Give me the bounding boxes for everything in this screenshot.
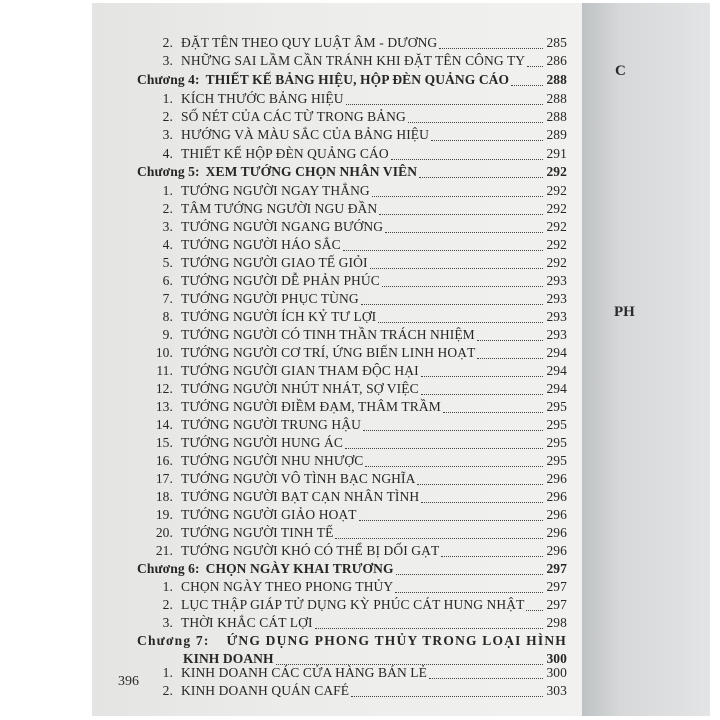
toc-entry-page: 293 (546, 291, 567, 306)
toc-entry (137, 399, 567, 417)
toc-entry-number: 2. (162, 597, 173, 612)
toc-entry-number: 1. (162, 665, 173, 680)
toc-entry-title: TƯỚNG NGƯỜI NGAY THẲNG (181, 183, 370, 198)
toc-entry-number: 12. (155, 381, 173, 396)
dot-leader (396, 574, 543, 575)
toc-entry-title: LỤC THẬP GIÁP TỬ DỤNG KỲ PHÚC CÁT HUNG NHẬT (181, 597, 525, 612)
toc-entry-page: 296 (546, 489, 567, 504)
toc-entry (137, 597, 567, 615)
toc-entry-number: 16. (155, 453, 173, 468)
toc-entry-title: NHỮNG SAI LẦM CẦN TRÁNH KHI ĐẶT TÊN CÔNG TY (181, 53, 526, 68)
toc-entry-page: 286 (546, 53, 567, 68)
toc-entry-number: 13. (155, 399, 173, 414)
toc-entry-page: 291 (546, 146, 567, 161)
dot-leader (391, 159, 543, 160)
dot-leader (431, 140, 543, 141)
dot-leader (477, 340, 543, 341)
toc-entry-title: ỨNG DỤNG PHONG THỦY TRONG LOẠI HÌNH (226, 633, 567, 648)
toc-entry-title: TƯỚNG NGƯỜI TINH TẾ (181, 525, 334, 540)
toc-entry-page: 300 (546, 651, 567, 666)
toc-entry-title: KINH DOANH QUÁN CAFÉ (181, 683, 350, 698)
toc-entry-number: 18. (155, 489, 173, 504)
dot-leader (527, 66, 543, 67)
toc-entry-title: KINH DOANH (183, 651, 274, 666)
toc-entry-title: TƯỚNG NGƯỜI PHỤC TÙNG (181, 291, 359, 306)
toc-entry-page: 289 (546, 127, 567, 142)
toc-entry (137, 683, 567, 701)
toc-entry-page: 296 (546, 525, 567, 540)
toc-entry-page: 292 (546, 164, 567, 179)
dot-leader (382, 286, 543, 287)
toc-entry (137, 471, 567, 489)
toc-entry-title: TƯỚNG NGƯỜI CƠ TRÍ, ỨNG BIẾN LINH HOẠT (181, 345, 476, 360)
toc-entry-number: 19. (155, 507, 173, 522)
toc-chapter-label: Chương 7: (137, 633, 210, 648)
toc-entry-page: 295 (546, 399, 567, 414)
toc-entry (137, 417, 567, 435)
dot-leader (335, 538, 543, 539)
toc-entry (137, 453, 567, 471)
toc-entry-title: TƯỚNG NGƯỜI VÔ TÌNH BẠC NGHĨA (181, 471, 416, 486)
toc-entry-title: TƯỚNG NGƯỜI HUNG ÁC (181, 435, 343, 450)
toc-entry-number: 2. (162, 201, 173, 216)
dot-leader (395, 592, 543, 593)
toc-entry (137, 363, 567, 381)
toc-entry-page: 294 (546, 381, 567, 396)
toc-entry (137, 146, 567, 164)
toc-entry-page: 295 (546, 453, 567, 468)
toc-entry-page: 288 (546, 72, 567, 87)
dot-leader (429, 678, 543, 679)
toc-entry-number: 5. (162, 255, 173, 270)
toc-entry-title: KINH DOANH CÁC CỬA HÀNG BÁN LẺ (181, 665, 427, 680)
toc-entry-number: 3. (162, 127, 173, 142)
toc-entry (137, 255, 567, 273)
toc-entry (137, 273, 567, 291)
toc-entry-title: TƯỚNG NGƯỜI HÁO SẮC (181, 237, 341, 252)
book-photo (92, 3, 710, 716)
dot-leader (421, 376, 543, 377)
dot-leader (511, 85, 543, 86)
toc-entry-number: 2. (162, 35, 173, 50)
toc-entry-page: 297 (546, 561, 567, 576)
dot-leader (443, 412, 543, 413)
toc-entry-page: 303 (546, 683, 567, 698)
toc-chapter-label: Chương 4: (137, 72, 200, 87)
dot-leader (421, 502, 543, 503)
dot-leader (372, 196, 543, 197)
toc-entry (137, 91, 567, 109)
toc-entry-number: 14. (155, 417, 173, 432)
toc-entry-title: XEM TƯỚNG CHỌN NHÂN VIÊN (205, 164, 418, 179)
dot-leader (370, 268, 543, 269)
toc-entry (137, 35, 567, 53)
toc-entry (137, 237, 567, 255)
toc-entry-number: 7. (162, 291, 173, 306)
toc-entry-number: 11. (156, 363, 173, 378)
toc-chapter-entry (137, 561, 567, 579)
toc-entry (137, 109, 567, 127)
toc-entry-title: ĐẶT TÊN THEO QUY LUẬT ÂM - DƯƠNG (181, 35, 438, 50)
toc-entry-page: 292 (546, 183, 567, 198)
dot-leader (363, 430, 543, 431)
dot-leader (359, 520, 543, 521)
toc-entry-number: 21. (155, 543, 173, 558)
toc-entry-page: 288 (546, 109, 567, 124)
toc-entry-title: TƯỚNG NGƯỜI GIẢO HOẠT (181, 507, 357, 522)
dot-leader (477, 358, 543, 359)
toc-entry (137, 543, 567, 561)
toc-entry-number: 17. (155, 471, 173, 486)
toc-entry-page: 296 (546, 471, 567, 486)
toc-entry-number: 3. (162, 219, 173, 234)
toc-entry (137, 345, 567, 363)
toc-entry (137, 381, 567, 399)
toc-entry (137, 309, 567, 327)
dot-leader (408, 122, 543, 123)
dot-leader (385, 232, 543, 233)
dot-leader (351, 696, 543, 697)
toc-entry-title: HƯỚNG VÀ MÀU SẮC CỦA BẢNG HIỆU (181, 127, 429, 142)
dot-leader (345, 448, 543, 449)
dot-leader (346, 104, 543, 105)
toc-entry-title: TƯỚNG NGƯỜI NGANG BƯỚNG (181, 219, 384, 234)
dot-leader (365, 466, 543, 467)
toc-entry-title: TƯỚNG NGƯỜI DỄ PHẢN PHÚC (181, 273, 380, 288)
toc-entry (137, 219, 567, 237)
toc-entry (137, 579, 567, 597)
toc-entry-title: TƯỚNG NGƯỜI TRUNG HẬU (181, 417, 361, 432)
dot-leader (417, 484, 543, 485)
toc-entry-page: 293 (546, 273, 567, 288)
toc-entry (137, 615, 567, 633)
toc-entry-number: 1. (162, 183, 173, 198)
toc-entry-title: TƯỚNG NGƯỜI CÓ TINH THẦN TRÁCH NHIỆM (181, 327, 475, 342)
toc-entry (137, 201, 567, 219)
toc-entry-title: CHỌN NGÀY KHAI TRƯƠNG (205, 561, 394, 576)
toc-entry-number: 3. (162, 53, 173, 68)
toc-entry-title: CHỌN NGÀY THEO PHONG THỦY (181, 579, 394, 594)
toc-entry-page: 292 (546, 219, 567, 234)
toc-entry-title: THIẾT KẾ BẢNG HIỆU, HỘP ĐÈN QUẢNG CÁO (205, 72, 510, 87)
toc-chapter-label: Chương 6: (137, 561, 200, 576)
toc-entry (137, 507, 567, 525)
toc-entry-title: THIẾT KẾ HỘP ĐÈN QUẢNG CÁO (181, 146, 389, 161)
toc-entry (137, 435, 567, 453)
dot-leader (361, 304, 543, 305)
toc-page (92, 3, 582, 716)
facing-page-fragment: C (615, 63, 626, 79)
toc-entry (137, 327, 567, 345)
toc-entry-number: 8. (162, 309, 173, 324)
toc-entry-number: 4. (162, 237, 173, 252)
toc-entry-page: 296 (546, 543, 567, 558)
toc-entry-title: TƯỚNG NGƯỜI GIAN THAM ĐỘC HẠI (181, 363, 419, 378)
dot-leader (315, 628, 543, 629)
dot-leader (343, 250, 543, 251)
toc-chapter-entry (137, 633, 567, 651)
toc-entry-title: SỐ NÉT CỦA CÁC TỪ TRONG BẢNG (181, 109, 406, 124)
dot-leader (379, 214, 543, 215)
toc-entry-number: 4. (162, 146, 173, 161)
facing-page (582, 3, 710, 716)
toc-entry-page: 300 (546, 665, 567, 680)
toc-entry-number: 3. (162, 615, 173, 630)
toc-entry-title: TƯỚNG NGƯỜI KHÓ CÓ THỂ BỊ DỐI GẠT (181, 543, 440, 558)
toc-entry-number: 2. (162, 109, 173, 124)
toc-entry-title: TÂM TƯỚNG NGƯỜI NGU ĐẦN (181, 201, 378, 216)
toc-entry-number: 1. (162, 91, 173, 106)
dot-leader (439, 48, 543, 49)
toc-entry (137, 525, 567, 543)
toc-entry-title: TƯỚNG NGƯỜI NHU NHƯỢC (181, 453, 364, 468)
toc-entry-page: 294 (546, 345, 567, 360)
toc-entry-number: 15. (155, 435, 173, 450)
toc-entry-page: 293 (546, 327, 567, 342)
toc-entry-page: 297 (546, 579, 567, 594)
dot-leader (421, 394, 543, 395)
toc-entry-page: 292 (546, 201, 567, 216)
toc-entry-title: TƯỚNG NGƯỜI ĐIỀM ĐẠM, THÂM TRẦM (181, 399, 441, 414)
facing-page-fragment: PH (614, 304, 635, 320)
toc-entry (137, 127, 567, 145)
dot-leader (441, 556, 543, 557)
toc-chapter-entry (137, 164, 567, 182)
toc-entry-number: 10. (155, 345, 173, 360)
toc-entry-number: 6. (162, 273, 173, 288)
toc-entry-page: 295 (546, 417, 567, 432)
toc-entry-page: 288 (546, 91, 567, 106)
toc-entry (137, 183, 567, 201)
toc-entry-page: 294 (546, 363, 567, 378)
toc-entry-title: THỜI KHẮC CÁT LỢI (181, 615, 313, 630)
page-number: 396 (118, 674, 139, 689)
toc-entry-title: TƯỚNG NGƯỜI BẠT CẠN NHÂN TÌNH (181, 489, 420, 504)
toc-entry (137, 53, 567, 71)
toc-entry-number: 9. (162, 327, 173, 342)
toc-entry-page: 292 (546, 237, 567, 252)
toc-entry-page: 293 (546, 309, 567, 324)
toc-entry (137, 489, 567, 507)
dot-leader (378, 322, 543, 323)
toc-chapter-entry (137, 72, 567, 90)
toc-entry-page: 292 (546, 255, 567, 270)
toc-entry-title: KÍCH THƯỚC BẢNG HIỆU (181, 91, 344, 106)
toc-entry-page: 295 (546, 435, 567, 450)
toc-entry-page: 298 (546, 615, 567, 630)
toc-entry-title: TƯỚNG NGƯỜI ÍCH KỶ TƯ LỢI (181, 309, 377, 324)
dot-leader (419, 177, 543, 178)
toc-entry-title: TƯỚNG NGƯỜI GIAO TẾ GIỎI (181, 255, 368, 270)
toc-entry-title: TƯỚNG NGƯỜI NHÚT NHÁT, SỢ VIỆC (181, 381, 419, 396)
toc-entry (137, 665, 567, 683)
toc-chapter-label: Chương 5: (137, 164, 200, 179)
toc-entry-page: 297 (546, 597, 567, 612)
toc-entry (137, 291, 567, 309)
toc-entry-page: 285 (546, 35, 567, 50)
dot-leader (526, 610, 543, 611)
toc-entry-number: 1. (162, 579, 173, 594)
toc-entry-page: 296 (546, 507, 567, 522)
toc-entry-number: 20. (155, 525, 173, 540)
toc-entry-number: 2. (162, 683, 173, 698)
